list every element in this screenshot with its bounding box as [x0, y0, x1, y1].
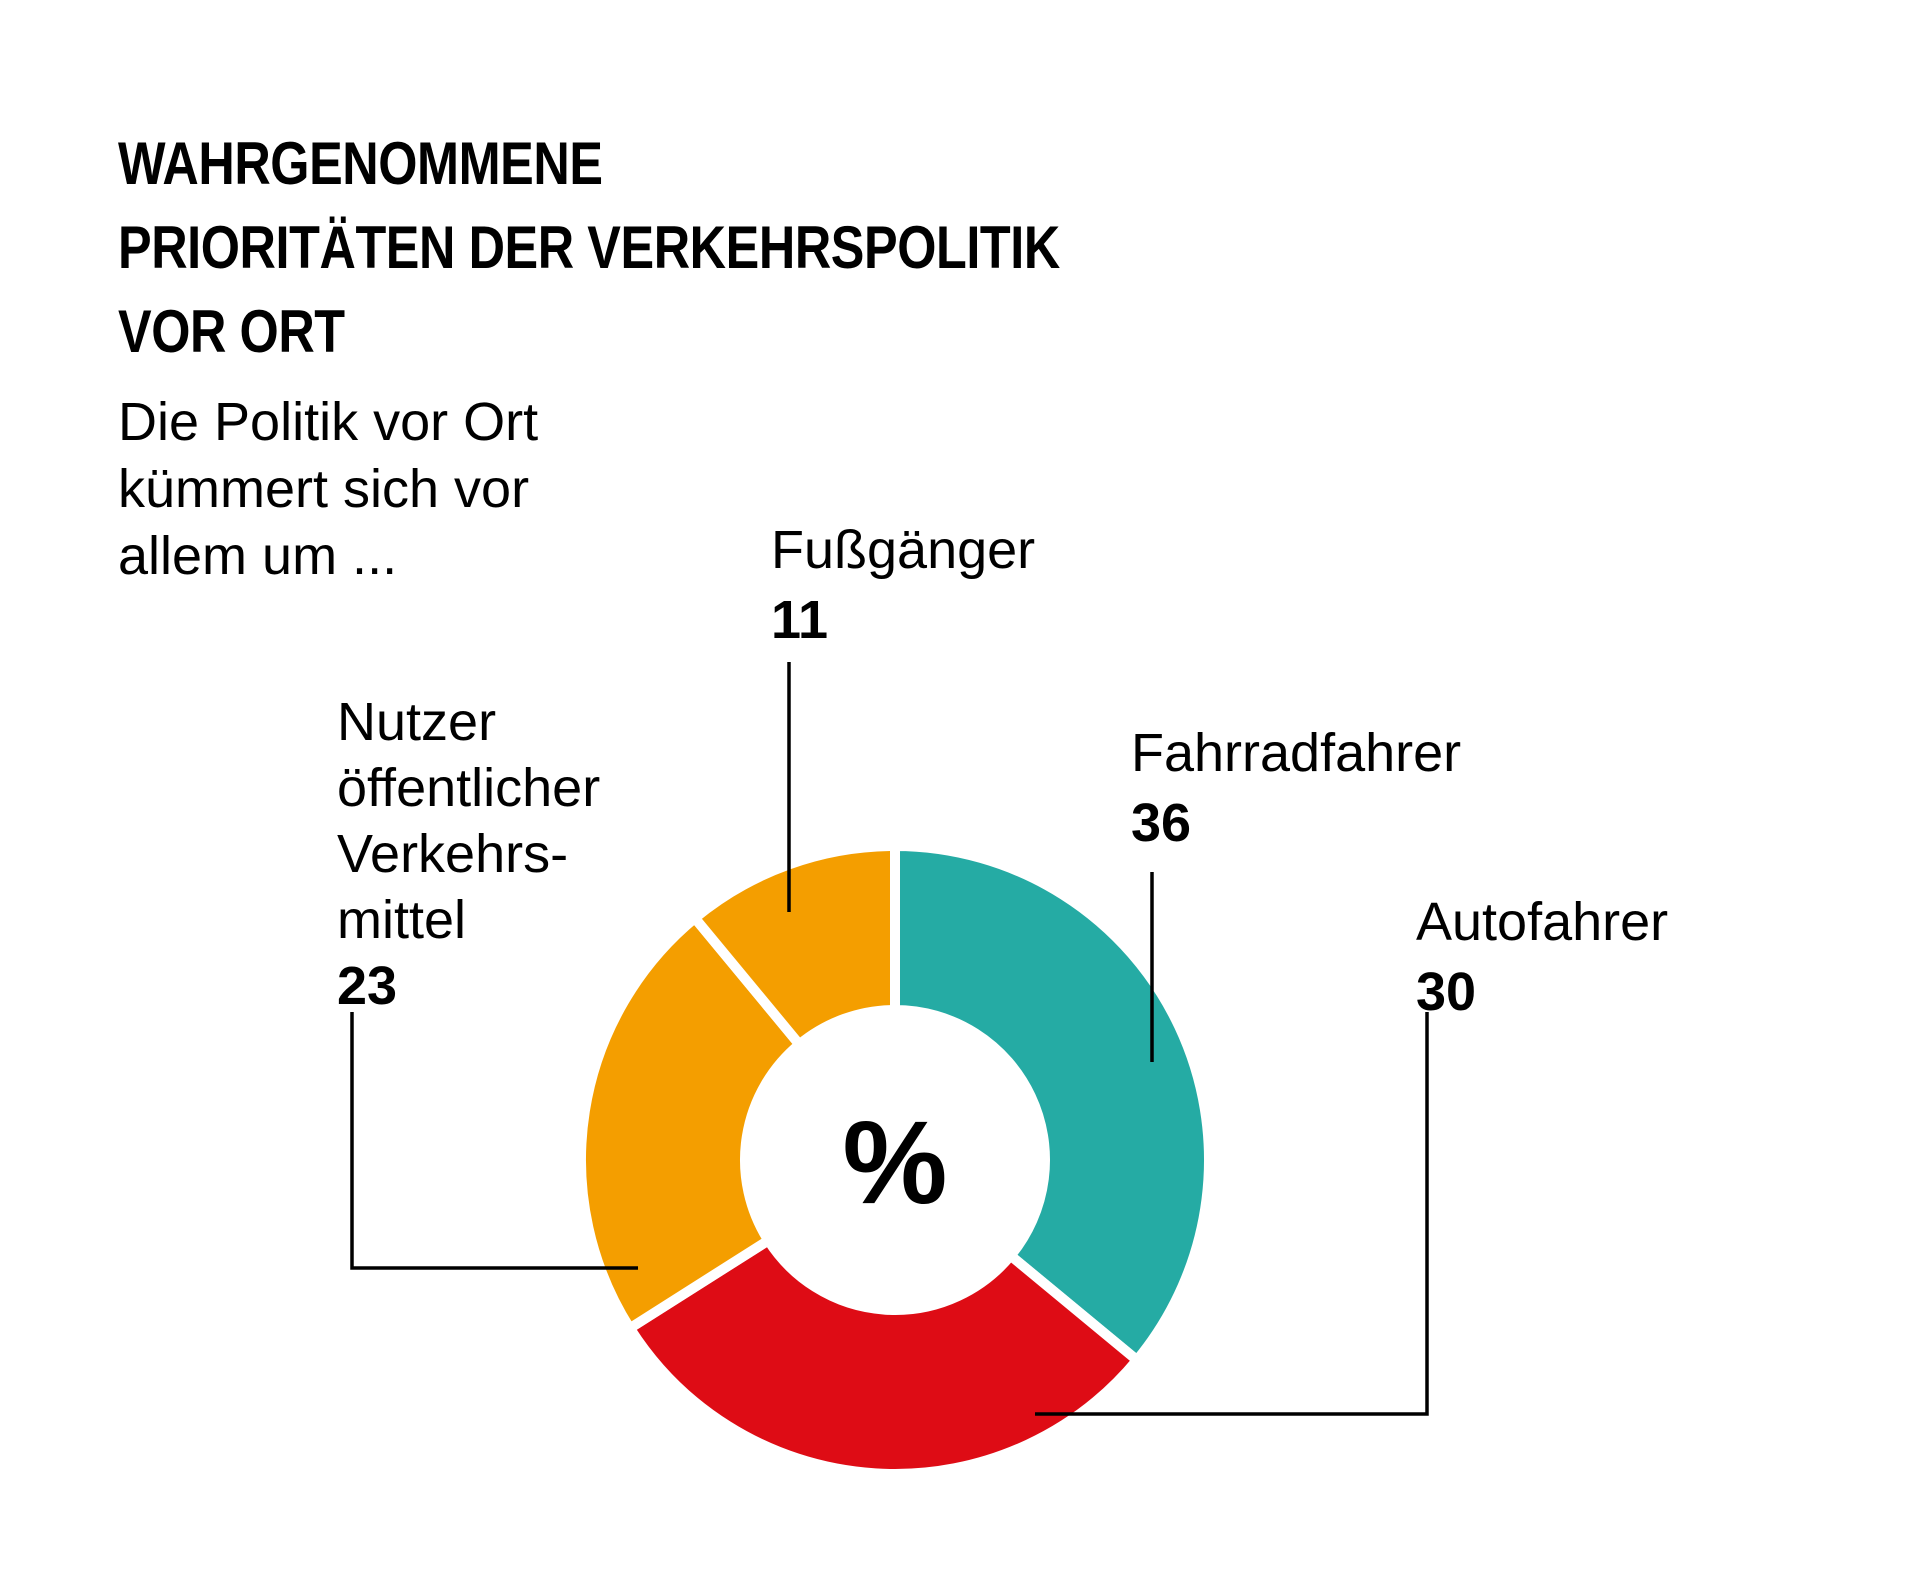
callout-value: 11 [771, 590, 829, 650]
callout-label: Nutzer [337, 692, 497, 752]
callout-value: 36 [1131, 793, 1192, 853]
callout-label: Fußgänger [771, 520, 1036, 580]
donut-center-unit-label: % [842, 1097, 948, 1229]
callout-fussgaenger [771, 515, 1035, 655]
callout-label: mittel [337, 890, 467, 950]
chart-subtitle-line: allem um ... [118, 526, 398, 586]
callout-value: 30 [1416, 962, 1477, 1022]
chart-title-line: VOR ORT [118, 298, 345, 365]
callout-label: öffentlicher [337, 758, 601, 818]
chart-subtitle-line: kümmert sich vor [118, 459, 530, 519]
callout-autofahrer [1416, 887, 1668, 1027]
chart-title-line: WAHRGENOMMENE [118, 130, 603, 197]
chart-subtitle-line: Die Politik vor Ort [118, 392, 539, 452]
callout-label: Fahrradfahrer [1131, 723, 1462, 783]
callout-label: Verkehrs- [337, 824, 569, 884]
callout-value: 23 [337, 956, 398, 1016]
callout-label: Autofahrer [1416, 892, 1669, 952]
callout-fahrradfahrer [1131, 718, 1461, 858]
chart-title-line: PRIORITÄTEN DER VERKEHRSPOLITIK [118, 214, 1060, 281]
callout-oepnv [337, 689, 600, 1019]
